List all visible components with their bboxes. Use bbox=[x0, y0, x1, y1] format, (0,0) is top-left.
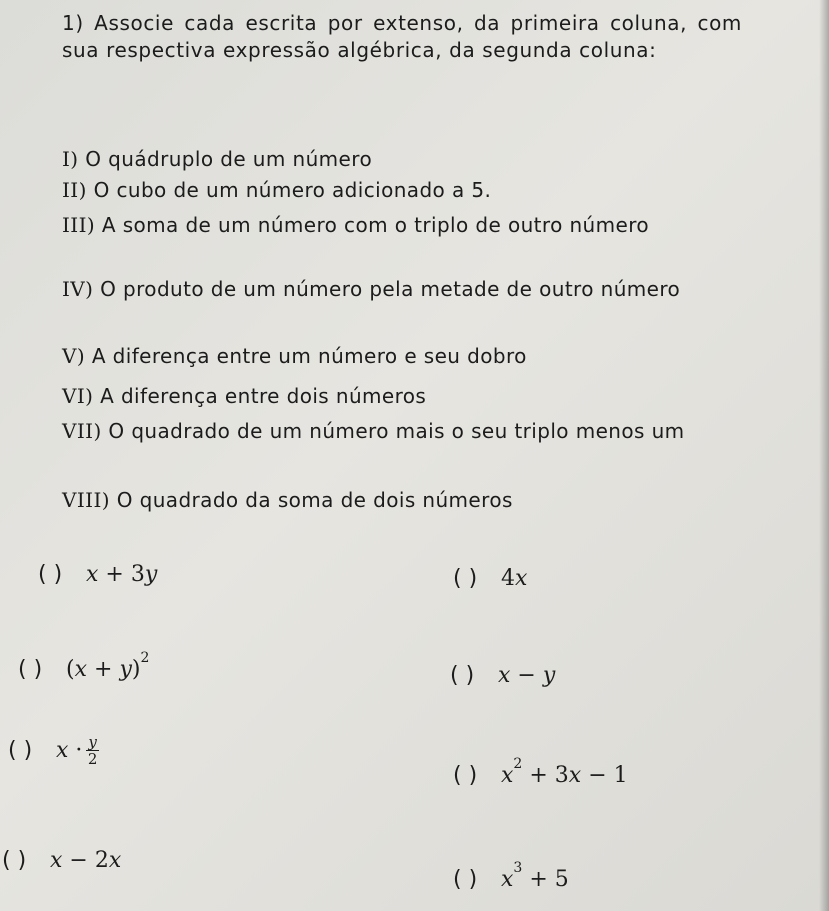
item-text: O produto de um número pela metade de outro número bbox=[100, 277, 681, 301]
item-7 bbox=[62, 416, 747, 446]
fraction: $\frac{y}{2}$ bbox=[87, 733, 98, 768]
answer-blank[interactable]: ( ) bbox=[453, 867, 478, 892]
answer-blank[interactable]: ( ) bbox=[18, 657, 43, 682]
option-x-times-y-over-2 bbox=[8, 734, 99, 767]
item-number: I) bbox=[62, 147, 79, 171]
item-number: VII) bbox=[62, 419, 102, 443]
option-x-plus-3y bbox=[38, 562, 157, 587]
item-6 bbox=[62, 380, 747, 412]
item-3 bbox=[62, 210, 747, 240]
answer-blank[interactable]: ( ) bbox=[38, 562, 63, 587]
expression: $(x + y)^2$ bbox=[66, 650, 150, 682]
item-number: VI) bbox=[62, 384, 94, 408]
option-x-squared-plus-3x-minus-1 bbox=[453, 756, 628, 788]
expression: x · $\frac{y}{2}$ bbox=[56, 733, 98, 768]
item-text: A soma de um número com o triplo de outro número bbox=[101, 213, 650, 237]
item-8 bbox=[62, 484, 747, 516]
item-1 bbox=[62, 143, 747, 175]
option-x-cubed-plus-5 bbox=[453, 860, 569, 892]
page-edge-shadow bbox=[819, 0, 829, 911]
option-x-minus-y bbox=[450, 663, 555, 688]
answer-blank[interactable]: ( ) bbox=[450, 663, 475, 688]
expression: x + 3y bbox=[86, 562, 158, 587]
item-text: O quadrado da soma de dois números bbox=[116, 488, 513, 512]
item-number: VIII) bbox=[62, 488, 110, 512]
item-text: O quadrado de um número mais o seu triplo menos um bbox=[108, 419, 685, 443]
item-text: O cubo de um número adicionado a 5. bbox=[93, 178, 492, 202]
item-text: A diferença entre dois números bbox=[100, 384, 427, 408]
item-text: O quádruplo de um número bbox=[85, 147, 373, 171]
option-x-minus-2x bbox=[2, 848, 121, 873]
item-number: IV) bbox=[62, 277, 94, 301]
item-number: II) bbox=[62, 178, 87, 202]
expression: $x^2 + 3x - 1$ bbox=[501, 756, 628, 788]
item-number: III) bbox=[62, 213, 96, 237]
item-text: A diferença entre um número e seu dobro bbox=[91, 344, 527, 368]
item-2 bbox=[62, 174, 747, 206]
expression: $x^3 + 5$ bbox=[501, 860, 569, 892]
answer-blank[interactable]: ( ) bbox=[8, 737, 33, 763]
answer-blank[interactable]: ( ) bbox=[453, 566, 478, 591]
item-number: V) bbox=[62, 344, 86, 368]
answer-blank[interactable]: ( ) bbox=[2, 848, 27, 873]
expression: 4x bbox=[501, 566, 528, 591]
item-5 bbox=[62, 340, 747, 372]
item-4 bbox=[62, 274, 747, 304]
expression: x − y bbox=[498, 663, 556, 688]
option-x-plus-y-squared bbox=[18, 650, 149, 682]
answer-blank[interactable]: ( ) bbox=[453, 763, 478, 788]
question-statement: 1) Associe cada escrita por extenso, da primeira coluna, com sua respectiva expressão algébrica, da segunda coluna: bbox=[62, 11, 742, 62]
option-4x bbox=[453, 566, 527, 591]
expression: x − 2x bbox=[50, 848, 122, 873]
